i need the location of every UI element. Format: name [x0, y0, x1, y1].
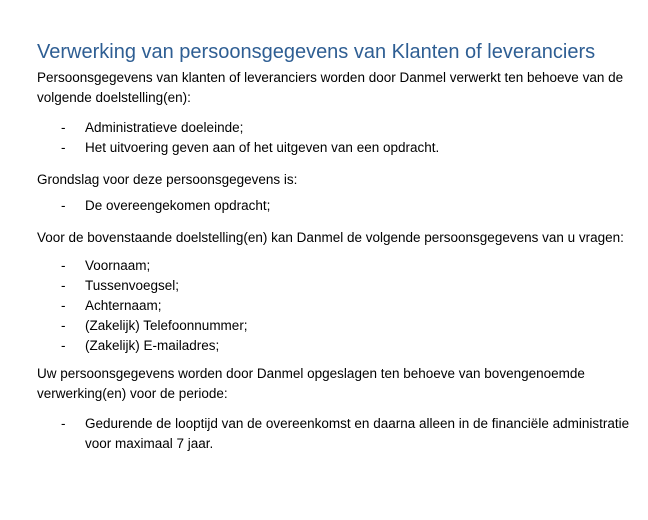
data-item-text: Tussenvoegsel;	[85, 278, 180, 293]
section-title: Verwerking van persoonsgegevens van Klanten of leveranciers	[37, 41, 596, 63]
data-item-text: (Zakelijk) E-mailadres;	[85, 338, 220, 353]
list-item	[37, 196, 637, 216]
bullet-dash: -	[61, 140, 66, 155]
basis-item-text: De overeengekomen opdracht;	[85, 198, 271, 213]
purpose-item-text: Administratieve doeleinde;	[85, 120, 244, 135]
basis-list	[37, 196, 637, 216]
list-item	[37, 256, 637, 276]
purposes-list	[37, 118, 637, 158]
data-item-text: (Zakelijk) Telefoonnummer;	[85, 318, 248, 333]
bullet-dash: -	[61, 258, 66, 273]
retention-item-text: Gedurende de looptijd van de overeenkomst en daarna alleen in de financiële administratie voor maximaal 7 jaar.	[85, 416, 630, 451]
data-item-text: Voornaam;	[85, 258, 151, 273]
bullet-dash: -	[61, 298, 66, 313]
data-heading: Voor de bovenstaande doelstelling(en) kan Danmel de volgende persoonsgegevens van u vragen:	[37, 230, 624, 245]
data-items-list	[37, 256, 637, 356]
bullet-dash: -	[61, 318, 66, 333]
bullet-dash: -	[61, 278, 66, 293]
list-item	[37, 138, 637, 158]
retention-heading: Uw persoonsgegevens worden door Danmel opgeslagen ten behoeve van bovengenoemde verwerking(en) voor de periode:	[37, 366, 585, 401]
list-item	[37, 296, 637, 316]
intro-paragraph: Persoonsgegevens van klanten of leveranciers worden door Danmel verwerkt ten behoeve van de volgende doelstelling(en):	[37, 70, 624, 105]
bullet-dash: -	[61, 198, 66, 213]
list-item	[37, 316, 637, 336]
bullet-dash: -	[61, 416, 66, 431]
list-item	[37, 276, 637, 296]
purpose-item-text: Het uitvoering geven aan of het uitgeven van een opdracht.	[85, 140, 440, 155]
retention-list	[37, 414, 637, 454]
list-item	[37, 414, 637, 454]
bullet-dash: -	[61, 120, 66, 135]
bullet-dash: -	[61, 338, 66, 353]
list-item	[37, 118, 637, 138]
list-item	[37, 336, 637, 356]
basis-heading: Grondslag voor deze persoonsgegevens is:	[37, 172, 298, 187]
data-item-text: Achternaam;	[85, 298, 162, 313]
